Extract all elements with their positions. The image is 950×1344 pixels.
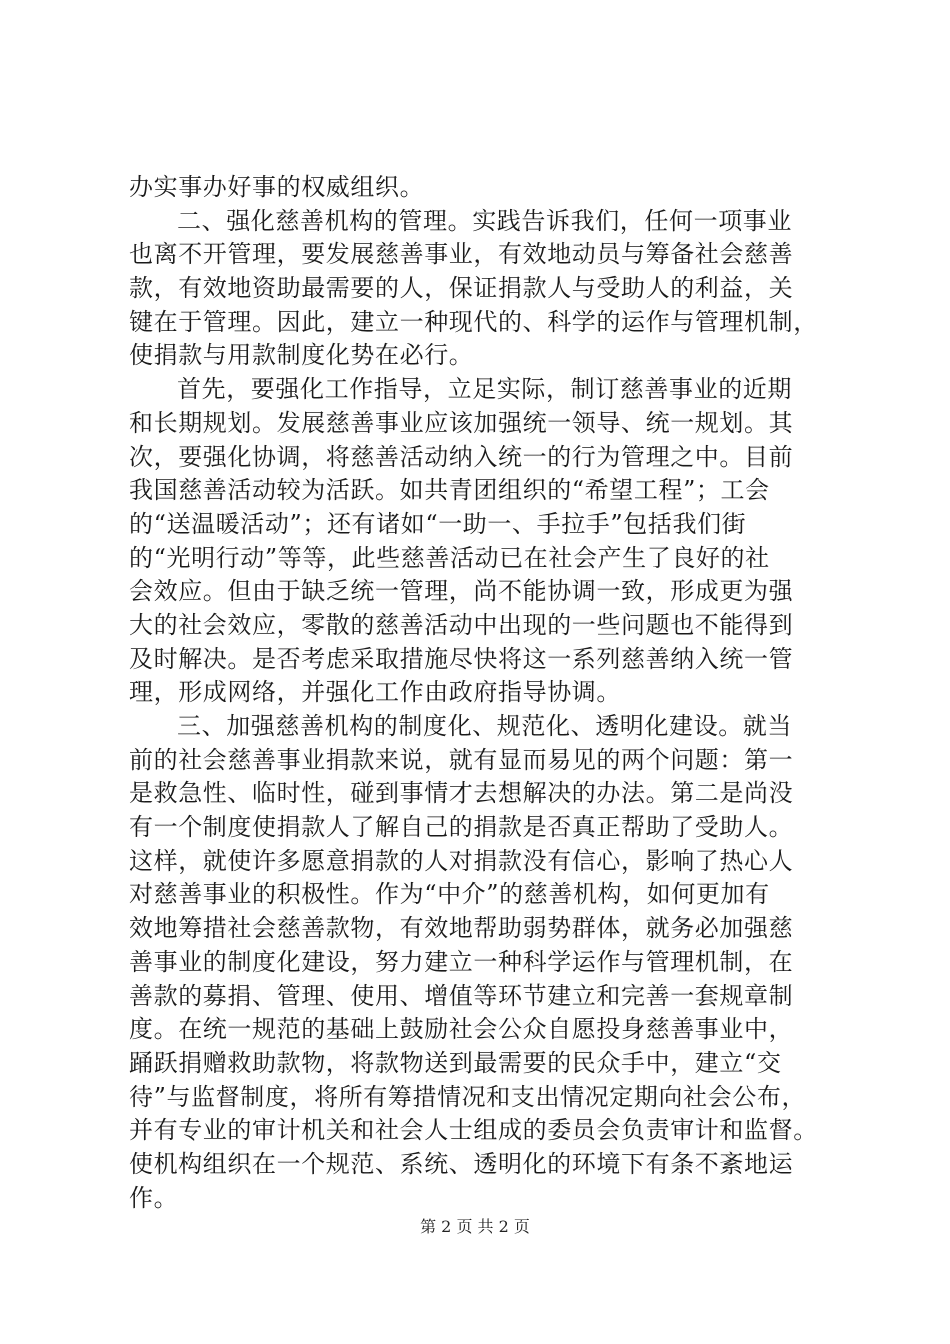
text-line: 次，要强化协调，将慈善活动纳入统一的行为管理之中。目前 [129, 442, 794, 471]
text-line: 键在于管理。因此，建立一种现代的、科学的运作与管理机制， [129, 307, 818, 336]
text-line: 对慈善事业的积极性。作为“中介”的慈善机构，如何更加有 [129, 880, 770, 909]
text-line: 度。在统一规范的基础上鼓励社会公众自愿投身慈善事业中， [129, 1015, 794, 1044]
text-line: 前的社会慈善事业捐款来说，就有显而易见的两个问题：第一 [129, 745, 794, 774]
text-line: 二、强化慈善机构的管理。实践告诉我们，任何一项事业 [177, 206, 792, 235]
text-line: 使捐款与用款制度化势在必行。 [129, 341, 474, 370]
text-line: 待”与监督制度，将所有筹措情况和支出情况定期向社会公布， [129, 1082, 807, 1111]
document-body [129, 171, 849, 1215]
text-line: 有一个制度使捐款人了解自己的捐款是否真正帮助了受助人。 [129, 813, 794, 842]
text-line: 理，形成网络，并强化工作由政府指导协调。 [129, 678, 621, 707]
text-line: 款，有效地资助最需要的人，保证捐款人与受助人的利益，关 [129, 274, 794, 303]
text-line: 善事业的制度化建设，努力建立一种科学运作与管理机制，在 [129, 947, 794, 976]
page-footer: 第 2 页 共 2 页 [420, 1217, 530, 1236]
text-line: 和长期规划。发展慈善事业应该加强统一领导、统一规划。其 [129, 408, 794, 437]
text-line: 这样，就使许多愿意捐款的人对捐款没有信心，影响了热心人 [129, 846, 794, 875]
text-line: 会效应。但由于缺乏统一管理，尚不能协调一致，形成更为强 [129, 577, 794, 606]
text-line: 并有专业的审计机关和社会人士组成的委员会负责审计和监督。 [129, 1116, 818, 1145]
text-line: 效地筹措社会慈善款物，有效地帮助弱势群体，就务必加强慈 [129, 914, 794, 943]
text-line: 也离不开管理，要发展慈善事业，有效地动员与筹备社会慈善 [129, 240, 794, 269]
text-line: 三、加强慈善机构的制度化、规范化、透明化建设。就当 [177, 712, 792, 740]
text-line: 及时解决。是否考虑采取措施尽快将这一系列慈善纳入统一管 [129, 644, 794, 673]
text-line: 首先，要强化工作指导，立足实际，制订慈善事业的近期 [177, 375, 792, 404]
text-line: 作。 [129, 1183, 179, 1212]
text-line: 的“光明行动”等等，此些慈善活动已在社会产生了良好的社 [129, 543, 770, 572]
text-line: 大的社会效应，零散的慈善活动中出现的一些问题也不能得到 [129, 610, 794, 639]
text-line: 我国慈善活动较为活跃。如共青团组织的“希望工程”；工会 [129, 476, 770, 505]
text-line: 办实事办好事的权威组织。 [129, 173, 425, 201]
text-line: 的“送温暖活动”；还有诸如“一助一、手拉手”包括我们街 [129, 509, 747, 538]
text-line: 善款的募捐、管理、使用、增值等环节建立和完善一套规章制 [129, 981, 794, 1010]
text-line: 踊跃捐赠救助款物，将款物送到最需要的民众手中，建立“交 [129, 1048, 782, 1077]
text-line: 是救急性、临时性，碰到事情才去想解决的办法。第二是尚没 [129, 779, 794, 808]
text-line: 使机构组织在一个规范、系统、透明化的环境下有条不紊地运 [129, 1149, 794, 1178]
